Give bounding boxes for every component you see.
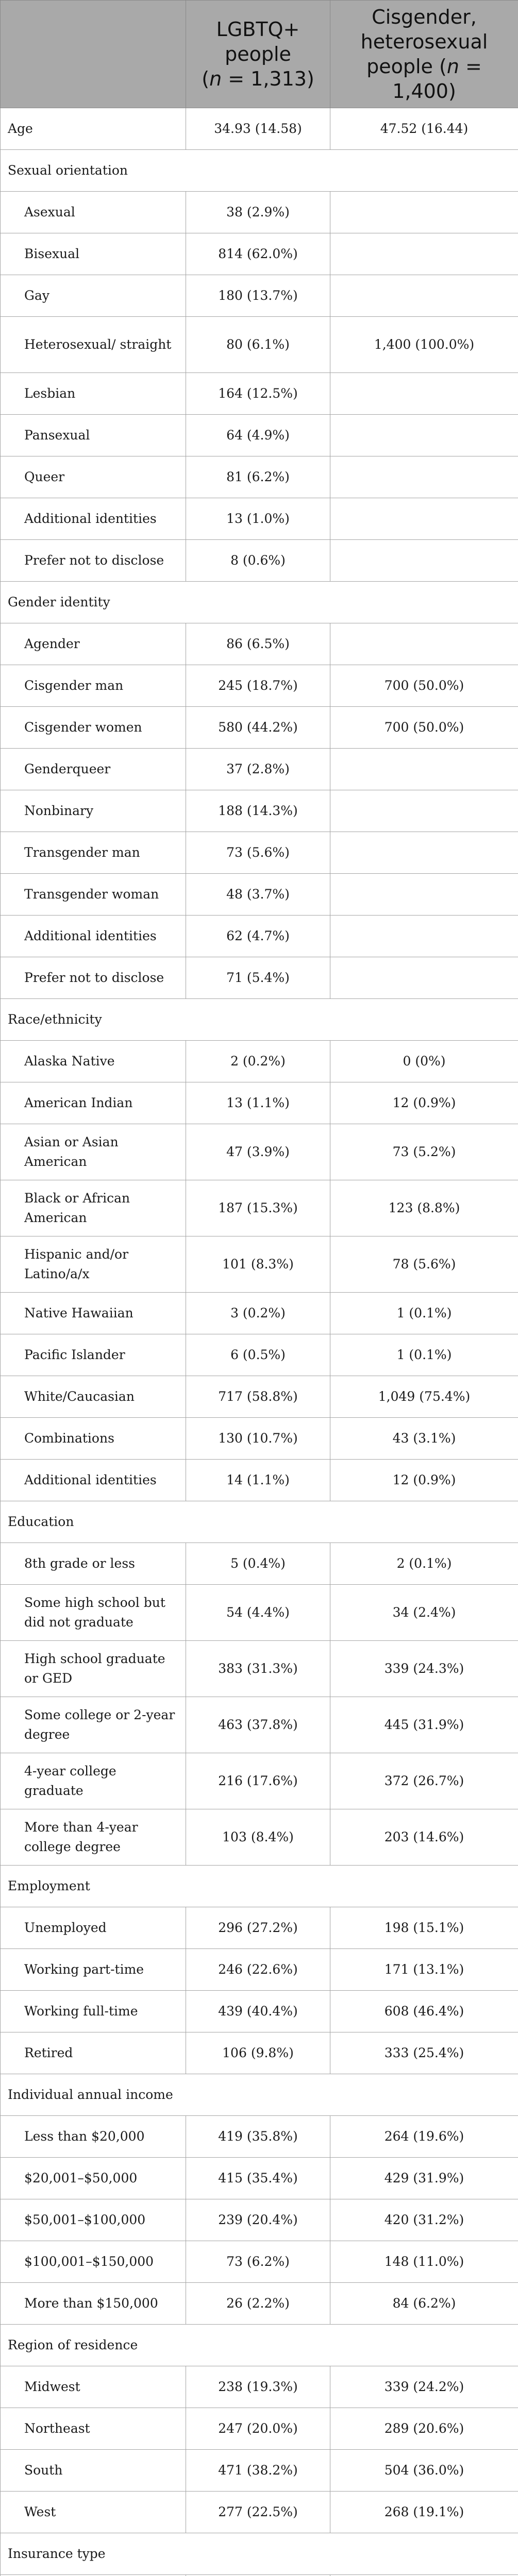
table-row: [1, 1907, 518, 1949]
lgbtq-value: [186, 2074, 330, 2116]
lgbtq-value: 13 (1.1%): [186, 1082, 330, 1124]
cishet-value: [330, 2325, 518, 2366]
row-label: Heterosexual/ straight: [1, 317, 186, 373]
row-label: Northeast: [1, 2408, 186, 2450]
cishet-value: 700 (50.0%): [330, 707, 518, 749]
lgbtq-value: 463 (37.8%): [186, 1697, 330, 1753]
cishet-value: 333 (25.4%): [330, 2032, 518, 2074]
section-label: Employment: [1, 1866, 186, 1907]
table-body: [1, 108, 518, 2576]
header-lgbtq-count: = 1,313): [222, 67, 314, 90]
section-label: Race/ethnicity: [1, 999, 186, 1041]
lgbtq-value: [186, 150, 330, 192]
row-label: Transgender woman: [1, 874, 186, 916]
cishet-value: 0 (0%): [330, 1041, 518, 1082]
lgbtq-value: 103 (8.4%): [186, 1809, 330, 1866]
row-label: Prefer not to disclose: [1, 540, 186, 582]
lgbtq-value: 8 (0.6%): [186, 540, 330, 582]
cishet-value: [330, 373, 518, 415]
cishet-value: 34 (2.4%): [330, 1585, 518, 1641]
cishet-value: [330, 749, 518, 790]
row-label: Retired: [1, 2032, 186, 2074]
table-row: [1, 2283, 518, 2325]
lgbtq-value: 239 (20.4%): [186, 2199, 330, 2241]
section-row: [1, 1501, 518, 1543]
row-label: Pansexual: [1, 415, 186, 456]
lgbtq-value: 38 (2.9%): [186, 192, 330, 233]
cishet-value: 78 (5.6%): [330, 1236, 518, 1293]
row-label: Genderqueer: [1, 749, 186, 790]
lgbtq-value: [186, 1501, 330, 1543]
table-row: [1, 1180, 518, 1236]
table-row: [1, 275, 518, 317]
cishet-value: 289 (20.6%): [330, 2408, 518, 2450]
row-label: Black or African American: [1, 1180, 186, 1236]
cishet-value: 504 (36.0%): [330, 2450, 518, 2492]
row-label: More than $150,000: [1, 2283, 186, 2325]
table-row: [1, 916, 518, 957]
row-label: White/Caucasian: [1, 1376, 186, 1418]
table-row: [1, 233, 518, 275]
lgbtq-value: 5 (0.4%): [186, 1543, 330, 1585]
row-label: Asian or Asian American: [1, 1124, 186, 1180]
row-label: Midwest: [1, 2366, 186, 2408]
cishet-value: 47.52 (16.44): [330, 108, 518, 150]
table-row: [1, 749, 518, 790]
row-label: Agender: [1, 623, 186, 665]
cishet-value: [330, 832, 518, 874]
row-label: Hispanic and/or Latino/a/x: [1, 1236, 186, 1293]
lgbtq-value: 814 (62.0%): [186, 233, 330, 275]
row-label: Cisgender man: [1, 665, 186, 707]
row-label: Less than $20,000: [1, 2116, 186, 2158]
row-label: American Indian: [1, 1082, 186, 1124]
table-header: [1, 1, 518, 108]
lgbtq-value: 106 (9.8%): [186, 2032, 330, 2074]
cishet-value: [330, 916, 518, 957]
row-label: Gay: [1, 275, 186, 317]
row-label: Pacific Islander: [1, 1334, 186, 1376]
cishet-value: 148 (11.0%): [330, 2241, 518, 2283]
cishet-value: 339 (24.3%): [330, 1641, 518, 1697]
table-row: [1, 832, 518, 874]
lgbtq-value: [186, 2575, 330, 2576]
row-label: High school graduate or GED: [1, 1641, 186, 1697]
table-row: [1, 1809, 518, 1866]
table-row: [1, 790, 518, 832]
cishet-value: [330, 790, 518, 832]
row-label: Queer: [1, 456, 186, 498]
table-row: [1, 2575, 518, 2576]
table-row: [1, 1041, 518, 1082]
lgbtq-value: 26 (2.2%): [186, 2283, 330, 2325]
cishet-value: [330, 456, 518, 498]
row-label: Unemployed: [1, 1907, 186, 1949]
lgbtq-value: 2 (0.2%): [186, 1041, 330, 1082]
row-label: Asexual: [1, 192, 186, 233]
cishet-value: [330, 415, 518, 456]
table-row: [1, 1293, 518, 1334]
row-label: Some high school but did not graduate: [1, 1585, 186, 1641]
lgbtq-value: [186, 582, 330, 623]
row-label: Transgender man: [1, 832, 186, 874]
cishet-value: 429 (31.9%): [330, 2158, 518, 2199]
cishet-value: [330, 233, 518, 275]
cishet-value: 84 (6.2%): [330, 2283, 518, 2325]
cishet-value: 1 (0.1%): [330, 1334, 518, 1376]
lgbtq-value: 34.93 (14.58): [186, 108, 330, 150]
cishet-value: 264 (19.6%): [330, 2116, 518, 2158]
cishet-value: [330, 999, 518, 1041]
lgbtq-value: 80 (6.1%): [186, 317, 330, 373]
cishet-value: 123 (8.8%): [330, 1180, 518, 1236]
lgbtq-value: 37 (2.8%): [186, 749, 330, 790]
table-row: [1, 1334, 518, 1376]
cishet-value: [330, 275, 518, 317]
lgbtq-value: 246 (22.6%): [186, 1949, 330, 1991]
section-row: [1, 2074, 518, 2116]
section-row: [1, 999, 518, 1041]
row-label: South: [1, 2450, 186, 2492]
row-label: Native Hawaiian: [1, 1293, 186, 1334]
cishet-value: [330, 1866, 518, 1907]
cishet-value: 1,049 (75.4%): [330, 1376, 518, 1418]
row-label: West: [1, 2492, 186, 2533]
row-label: $20,001–$50,000: [1, 2158, 186, 2199]
row-label: $100,001–$150,000: [1, 2241, 186, 2283]
header-cishet: [330, 1, 518, 108]
row-label: 8th grade or less: [1, 1543, 186, 1585]
table-row: [1, 2032, 518, 2074]
table-row: [1, 2450, 518, 2492]
row-label: Working full-time: [1, 1991, 186, 2032]
table-row: [1, 2199, 518, 2241]
lgbtq-value: 130 (10.7%): [186, 1418, 330, 1460]
table-row: [1, 1376, 518, 1418]
lgbtq-value: 73 (6.2%): [186, 2241, 330, 2283]
cishet-value: [330, 2074, 518, 2116]
lgbtq-value: 188 (14.3%): [186, 790, 330, 832]
cishet-value: 12 (0.9%): [330, 1460, 518, 1501]
lgbtq-value: 86 (6.5%): [186, 623, 330, 665]
row-label: Age: [1, 108, 186, 150]
row-label: Cisgender women: [1, 707, 186, 749]
cishet-value: 43 (3.1%): [330, 1418, 518, 1460]
section-label: Insurance type: [1, 2533, 186, 2575]
table-row: [1, 108, 518, 150]
row-label: Working part-time: [1, 1949, 186, 1991]
header-lgbtq-open: (: [202, 67, 209, 90]
cishet-value: 608 (46.4%): [330, 1991, 518, 2032]
table-row: [1, 317, 518, 373]
cishet-value: 420 (31.2%): [330, 2199, 518, 2241]
cishet-value: [330, 498, 518, 540]
table-row: [1, 2241, 518, 2283]
section-label: Gender identity: [1, 582, 186, 623]
lgbtq-value: 247 (20.0%): [186, 2408, 330, 2450]
table-row: [1, 192, 518, 233]
table-row: [1, 1236, 518, 1293]
cishet-value: [330, 2575, 518, 2576]
lgbtq-value: 101 (8.3%): [186, 1236, 330, 1293]
header-cishet-line2: heterosexual people (: [361, 30, 488, 78]
header-cishet-count: = 1,400): [392, 55, 482, 103]
table-row: [1, 1082, 518, 1124]
table-row: [1, 2492, 518, 2533]
cishet-value: [330, 623, 518, 665]
lgbtq-value: 62 (4.7%): [186, 916, 330, 957]
cishet-value: [330, 874, 518, 916]
section-row: [1, 2533, 518, 2575]
table-row: [1, 540, 518, 582]
header-cishet-line1: Cisgender,: [372, 6, 477, 28]
cishet-value: 1 (0.1%): [330, 1293, 518, 1334]
row-label: Additional identities: [1, 916, 186, 957]
lgbtq-value: 296 (27.2%): [186, 1907, 330, 1949]
row-label: Lesbian: [1, 373, 186, 415]
lgbtq-value: 180 (13.7%): [186, 275, 330, 317]
table-row: [1, 2408, 518, 2450]
row-label: Alaska Native: [1, 1041, 186, 1082]
lgbtq-value: 3 (0.2%): [186, 1293, 330, 1334]
cishet-value: 339 (24.2%): [330, 2366, 518, 2408]
table-row: [1, 874, 518, 916]
table-row: [1, 498, 518, 540]
cishet-value: [330, 540, 518, 582]
row-label: Some college or 2-year degree: [1, 1697, 186, 1753]
row-label: $50,001–$100,000: [1, 2199, 186, 2241]
cishet-value: 198 (15.1%): [330, 1907, 518, 1949]
table-row: [1, 1418, 518, 1460]
table-row: [1, 623, 518, 665]
lgbtq-value: [186, 1866, 330, 1907]
cishet-value: 12 (0.9%): [330, 1082, 518, 1124]
cishet-value: 2 (0.1%): [330, 1543, 518, 1585]
section-label: Individual annual income: [1, 2074, 186, 2116]
table-row: [1, 1460, 518, 1501]
table-row: [1, 1641, 518, 1697]
header-lgbtq-n: n: [209, 67, 222, 90]
lgbtq-value: [186, 999, 330, 1041]
section-row: [1, 2325, 518, 2366]
section-row: [1, 582, 518, 623]
cishet-value: 445 (31.9%): [330, 1697, 518, 1753]
table-row: [1, 1991, 518, 2032]
row-label: Bisexual: [1, 233, 186, 275]
cishet-value: 171 (13.1%): [330, 1949, 518, 1991]
table-row: [1, 957, 518, 999]
table-row: [1, 665, 518, 707]
row-label: Additional identities: [1, 1460, 186, 1501]
cishet-value: [330, 150, 518, 192]
lgbtq-value: 415 (35.4%): [186, 2158, 330, 2199]
table-row: [1, 707, 518, 749]
table-row: [1, 1949, 518, 1991]
table-row: [1, 373, 518, 415]
header-cishet-n: n: [447, 55, 459, 78]
lgbtq-value: 471 (38.2%): [186, 2450, 330, 2492]
lgbtq-value: 64 (4.9%): [186, 415, 330, 456]
lgbtq-value: 187 (15.3%): [186, 1180, 330, 1236]
lgbtq-value: [186, 2325, 330, 2366]
row-label: [1, 2575, 186, 2576]
table-row: [1, 1697, 518, 1753]
row-label: More than 4-year college degree: [1, 1809, 186, 1866]
cishet-value: [330, 957, 518, 999]
lgbtq-value: 383 (31.3%): [186, 1641, 330, 1697]
cishet-value: [330, 2533, 518, 2575]
lgbtq-value: 47 (3.9%): [186, 1124, 330, 1180]
lgbtq-value: 81 (6.2%): [186, 456, 330, 498]
header-lgbtq: [186, 1, 330, 108]
section-row: [1, 150, 518, 192]
table-row: [1, 1585, 518, 1641]
table-row: [1, 1124, 518, 1180]
cishet-value: [330, 582, 518, 623]
header-row: [1, 1, 518, 108]
lgbtq-value: 14 (1.1%): [186, 1460, 330, 1501]
lgbtq-value: 13 (1.0%): [186, 498, 330, 540]
row-label: Additional identities: [1, 498, 186, 540]
section-label: Sexual orientation: [1, 150, 186, 192]
header-blank-cell: [1, 1, 186, 108]
cishet-value: [330, 1501, 518, 1543]
lgbtq-value: 277 (22.5%): [186, 2492, 330, 2533]
cishet-value: 203 (14.6%): [330, 1809, 518, 1866]
lgbtq-value: 164 (12.5%): [186, 373, 330, 415]
table-row: [1, 1543, 518, 1585]
lgbtq-value: 6 (0.5%): [186, 1334, 330, 1376]
table-row: [1, 1753, 518, 1809]
lgbtq-value: 54 (4.4%): [186, 1585, 330, 1641]
row-label: Combinations: [1, 1418, 186, 1460]
cishet-value: 1,400 (100.0%): [330, 317, 518, 373]
cishet-value: [330, 192, 518, 233]
lgbtq-value: 717 (58.8%): [186, 1376, 330, 1418]
cishet-value: 700 (50.0%): [330, 665, 518, 707]
lgbtq-value: [186, 2533, 330, 2575]
lgbtq-value: 238 (19.3%): [186, 2366, 330, 2408]
lgbtq-value: 245 (18.7%): [186, 665, 330, 707]
cishet-value: 372 (26.7%): [330, 1753, 518, 1809]
lgbtq-value: 216 (17.6%): [186, 1753, 330, 1809]
lgbtq-value: 71 (5.4%): [186, 957, 330, 999]
lgbtq-value: 48 (3.7%): [186, 874, 330, 916]
lgbtq-value: 73 (5.6%): [186, 832, 330, 874]
row-label: Nonbinary: [1, 790, 186, 832]
table-row: [1, 2366, 518, 2408]
row-label: 4-year college graduate: [1, 1753, 186, 1809]
lgbtq-value: 580 (44.2%): [186, 707, 330, 749]
header-lgbtq-line1: LGBTQ+ people: [216, 18, 300, 65]
cishet-value: 268 (19.1%): [330, 2492, 518, 2533]
cishet-value: 73 (5.2%): [330, 1124, 518, 1180]
lgbtq-value: 419 (35.8%): [186, 2116, 330, 2158]
section-row: [1, 1866, 518, 1907]
row-label: Prefer not to disclose: [1, 957, 186, 999]
section-label: Education: [1, 1501, 186, 1543]
table-row: [1, 456, 518, 498]
table-row: [1, 2158, 518, 2199]
table-row: [1, 2116, 518, 2158]
table-row: [1, 415, 518, 456]
section-label: Region of residence: [1, 2325, 186, 2366]
lgbtq-value: 439 (40.4%): [186, 1991, 330, 2032]
